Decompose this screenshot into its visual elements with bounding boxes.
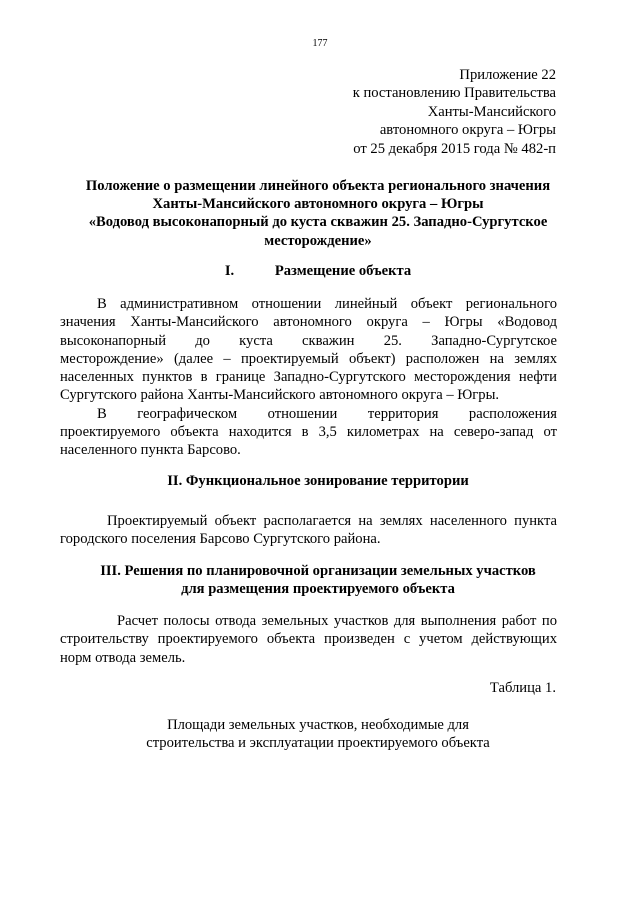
title-line: Положение о размещении линейного объекта регионального значения: [85, 178, 551, 194]
paragraph-line: Проектируемый объект располагается на землях населенного пункта: [107, 513, 557, 529]
paragraph-line: В географическом отношении территория расположения: [97, 405, 557, 422]
appendix-line: Ханты-Мансийского: [427, 103, 556, 120]
section-3-paragraph: [60, 612, 557, 667]
paragraph-line: значения Ханты-Мансийского автономного округа – Югры «Водовод: [60, 314, 557, 331]
document-title: [60, 177, 576, 250]
section-3-title: III. Решения по планировочной организации земельных участков: [100, 563, 536, 579]
section-1-number: I.: [224, 263, 235, 279]
section-1-heading: [60, 262, 576, 280]
appendix-line: от 25 декабря 2015 года № 482-п: [353, 140, 556, 157]
paragraph-line: населенных пунктов в границе Западно-Сургутского месторождения нефти: [60, 369, 557, 386]
paragraph-line: высоконапорный до куста скважин 25. Западно-Сургутское: [60, 332, 557, 349]
paragraph-line: Расчет полосы отвода земельных участков для выполнения работ по: [117, 613, 557, 629]
caption-line: Площади земельных участков, необходимые для: [167, 717, 469, 733]
paragraph-line: В административном отношении линейный объект регионального: [97, 296, 557, 312]
appendix-line: к постановлению Правительства: [352, 85, 556, 102]
section-1-title: Размещение объекта: [274, 263, 412, 279]
appendix-line: автономного округа – Югры: [379, 122, 556, 139]
table-caption: [60, 716, 576, 752]
title-line: «Водовод высоконапорный до куста скважин 25. Западно-Сургутское: [88, 214, 548, 231]
paragraph-line: норм отвода земель.: [60, 649, 186, 666]
paragraph-line: населенного пункта Барсово.: [60, 442, 241, 459]
title-line: Ханты-Мансийского автономного округа – Югры: [152, 196, 484, 213]
section-2-paragraph: [60, 512, 557, 549]
table-label: Таблица 1.: [489, 680, 556, 696]
page-number: 177: [312, 38, 328, 49]
paragraph-line: Сургутского района Ханты-Мансийского автономного округа – Югры.: [60, 387, 500, 404]
section-3-title: для размещения проектируемого объекта: [181, 581, 455, 598]
section-2-heading: [60, 472, 576, 490]
paragraph-line: строительству проектируемого объекта произведен с учетом действующих: [60, 631, 557, 648]
section-3-heading: [60, 562, 576, 598]
section-1-paragraph: [60, 295, 557, 460]
caption-line: строительства и эксплуатации проектируемого объекта: [146, 735, 490, 752]
section-2-title: II. Функциональное зонирование территории: [167, 473, 469, 489]
paragraph-line: месторождение» (далее – проектируемый объект) расположен на землях: [60, 350, 557, 367]
paragraph-line: проектируемого объекта находится в 3,5 километрах на северо-запад от: [60, 424, 557, 441]
paragraph-line: городского поселения Барсово Сургутского района.: [60, 531, 381, 548]
title-line: месторождение»: [264, 232, 372, 249]
appendix-block: [353, 66, 556, 158]
appendix-line: Приложение 22: [459, 67, 556, 83]
